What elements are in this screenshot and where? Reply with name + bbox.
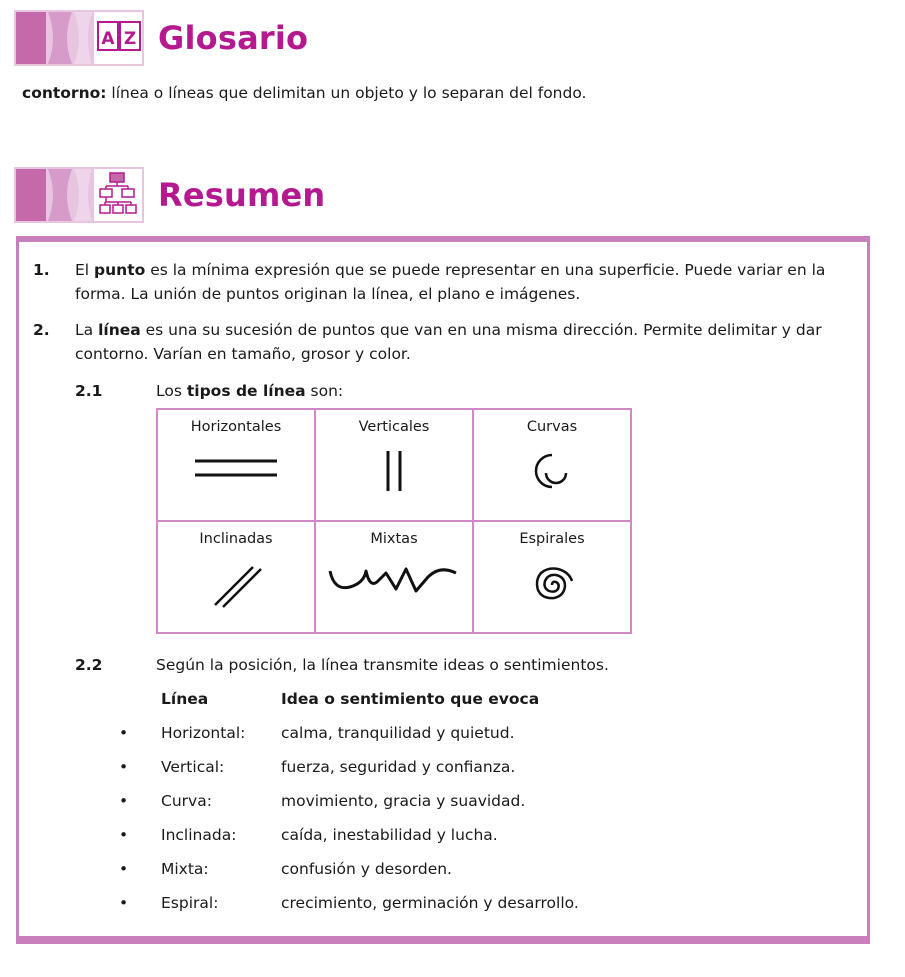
resumen-header (14, 165, 325, 225)
diagonal-lines-icon (201, 561, 271, 609)
bullet-icon: • (119, 894, 129, 912)
line-type-label: Curvas (526, 419, 578, 435)
line-type-label: Mixtas (370, 531, 418, 547)
item-text: La línea es una su sucesión de puntos que van en una misma dirección. Permite delimitar y dar contorno. Varían en tamaño, grosor y color. (75, 321, 822, 363)
line-type-label: Inclinadas (199, 531, 273, 547)
line-type-label: Espirales (519, 531, 585, 547)
feelings-header-idea: Idea o sentimiento que evoca (281, 690, 540, 708)
feeling-line: Curva: (161, 792, 212, 810)
mixed-lines-icon (324, 561, 464, 601)
subsection-number-2-2: 2.2 (75, 656, 103, 674)
bullet-icon: • (119, 826, 129, 844)
bullet-icon: • (119, 860, 129, 878)
item-keyword: punto (94, 261, 146, 279)
resumen-box (16, 236, 870, 944)
line-type-label: Horizontales (190, 419, 282, 435)
feeling-line: Horizontal: (161, 724, 246, 742)
line-type-label: Verticales (358, 419, 430, 435)
feeling-idea: caída, inestabilidad y lucha. (281, 826, 498, 844)
horizontal-lines-icon (191, 449, 281, 489)
feeling-line: Mixta: (161, 860, 209, 878)
glossary-entry (22, 84, 586, 102)
glosario-title: Glosario (158, 19, 309, 57)
spiral-icon (522, 561, 582, 607)
curved-lines-icon (522, 449, 582, 493)
subsection-text-2-1: Los tipos de línea son: (156, 382, 344, 400)
line-type-cell (315, 409, 473, 521)
feeling-line: Espiral: (161, 894, 219, 912)
feeling-idea: confusión y desorden. (281, 860, 452, 878)
feeling-line: Inclinada: (161, 826, 237, 844)
glossary-term: contorno: (22, 84, 107, 102)
subsection-text-2-2: Según la posición, la línea transmite ideas o sentimientos. (156, 656, 609, 674)
feeling-idea: movimiento, gracia y suavidad. (281, 792, 526, 810)
line-type-cell (157, 521, 315, 633)
org-chart-icon (14, 165, 144, 225)
svg-text:Z: Z (123, 29, 137, 49)
line-type-cell (473, 409, 631, 521)
line-types-table (156, 408, 632, 634)
bullet-icon: • (119, 758, 129, 776)
line-type-cell (157, 409, 315, 521)
glosario-header (14, 8, 308, 68)
item-number: 2. (33, 321, 50, 339)
resumen-title: Resumen (158, 176, 326, 214)
item-number: 1. (33, 261, 50, 279)
feeling-idea: fuerza, seguridad y confianza. (281, 758, 516, 776)
feeling-idea: crecimiento, germinación y desarrollo. (281, 894, 579, 912)
bullet-icon: • (119, 792, 129, 810)
feeling-line: Vertical: (161, 758, 225, 776)
glossary-definition: línea o líneas que delimitan un objeto y lo separan del fondo. (106, 84, 587, 102)
item-keyword: línea (98, 321, 141, 339)
feeling-idea: calma, tranquilidad y quietud. (281, 724, 515, 742)
line-type-cell (315, 521, 473, 633)
bullet-icon: • (119, 724, 129, 742)
feelings-header-line: Línea (161, 690, 209, 708)
svg-text:A: A (101, 29, 115, 49)
vertical-lines-icon (364, 449, 424, 493)
subsection-number-2-1: 2.1 (75, 382, 103, 400)
az-book-icon (14, 8, 144, 68)
item-text: El punto es la mínima expresión que se puede representar en una superficie. Puede variar en la forma. La unión de puntos originan la línea, el plano e imágenes. (75, 261, 826, 303)
line-type-cell (473, 521, 631, 633)
